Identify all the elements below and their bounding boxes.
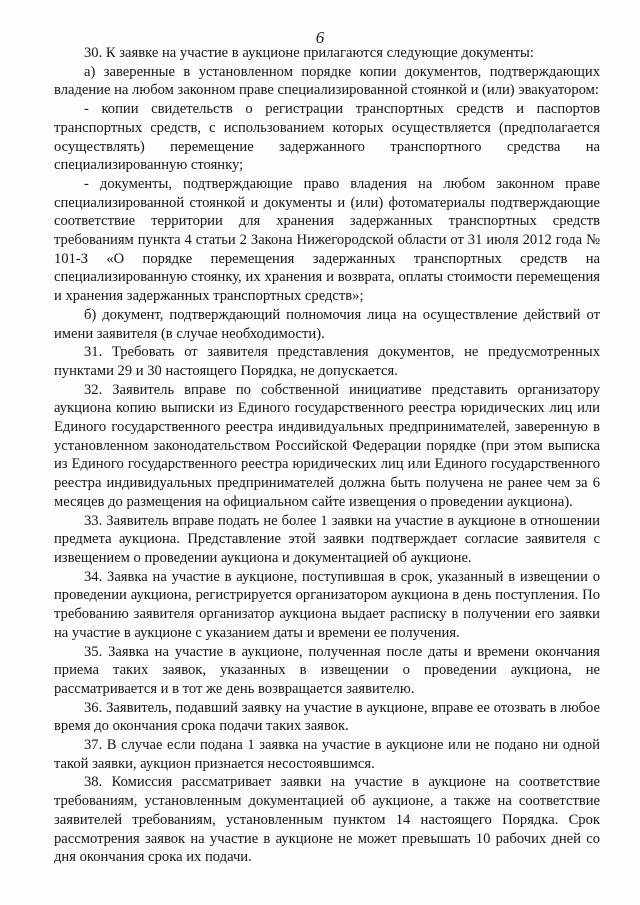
paragraph-30-b: б) документ, подтверждающий полномочия лица на осуществление действий от имени заявителя (в случае необходимости).	[54, 306, 600, 342]
paragraph-33: 33. Заявитель вправе подать не более 1 заявки на участие в аукционе в отношении предмета аукциона. Представление этой заявки подтверждает согласие заявителя с извещением о проведении аукциона и документацией об аукционе.	[54, 512, 600, 566]
paragraph-30-a-item-1: - копии свидетельств о регистрации транспортных средств и паспортов транспортных средств, с использованием которых осуществляется (предполагается осуществлять) перемещение задержанного транспортного средства на специализированную стоянку;	[54, 101, 600, 174]
document-body	[54, 44, 600, 867]
paragraph-30: 30. К заявке на участие в аукционе прилагаются следующие документы:	[84, 45, 534, 61]
paragraph-32: 32. Заявитель вправе по собственной инициативе представить организатору аукциона копию выписки из Единого государственного реестра юридических лиц или Единого государственного реестра индивидуальных предпринимателей, заверенную в установленном законодательством Российской Федерации порядке (при этом выписка из Единого государственного реестра юридических лиц или Единого государственного реестра индивидуальных предпринимателей должна быть получена не ранее чем за 6 месяцев до размещения на официальном сайте извещения о проведении аукциона).	[54, 381, 600, 510]
paragraph-37: 37. В случае если подана 1 заявка на участие в аукционе или не подано ни одной такой заявки, аукцион признается несостоявшимся.	[54, 737, 600, 772]
paragraph-31: 31. Требовать от заявителя представления документов, не предусмотренных пунктами 29 и 30 настоящего Порядка, не допускается.	[54, 344, 600, 379]
paragraph-35: 35. Заявка на участие в аукционе, полученная после даты и времени окончания приема таких заявок, указанных в извещении о проведении аукциона, не рассматривается и в тот же день возвращается заявителю.	[54, 643, 600, 697]
paragraph-30-a: а) заверенные в установленном порядке копии документов, подтверждающих владение на любом законном праве специализированной стоянкой и (или) эвакуатором:	[54, 63, 600, 99]
paragraph-36: 36. Заявитель, подавший заявку на участие в аукционе, вправе ее отозвать в любое время до окончания срока подачи таких заявок.	[54, 699, 600, 735]
paragraph-30-a-item-2: - документы, подтверждающие право владения на любом законном праве специализированной стоянкой и документы и (или) фотоматериалы подтверждающие соответствие территории для хранения задержанных транспортных средств требованиям пункта 4 статьи 2 Закона Нижегородской области от 31 июля 2012 года № 101-З «О порядке перемещения задержанных транспортных средств на специализированную стоянку, их хранения и возврата, оплаты стоимости перемещения и хранения задержанных транспортных средств»;	[54, 175, 600, 305]
paragraph-34: 34. Заявка на участие в аукционе, поступившая в срок, указанный в извещении о проведении аукциона, регистрируется организатором аукциона в день поступления. По требованию заявителя организатор аукциона выдает расписку в получении его заявки на участие в аукционе с указанием даты и времени ее получения.	[54, 568, 600, 641]
paragraph-38: 38. Комиссия рассматривает заявки на участие в аукционе на соответствие требованиям, установленным документацией об аукционе, а также на соответствие заявителей требованиям, установленным пунктом 14 настоящего Порядка. Срок рассмотрения заявок на участие в аукционе не может превышать 10 рабочих дней со дня окончания срока их подачи.	[54, 774, 600, 866]
page-number: 6	[315, 28, 325, 47]
